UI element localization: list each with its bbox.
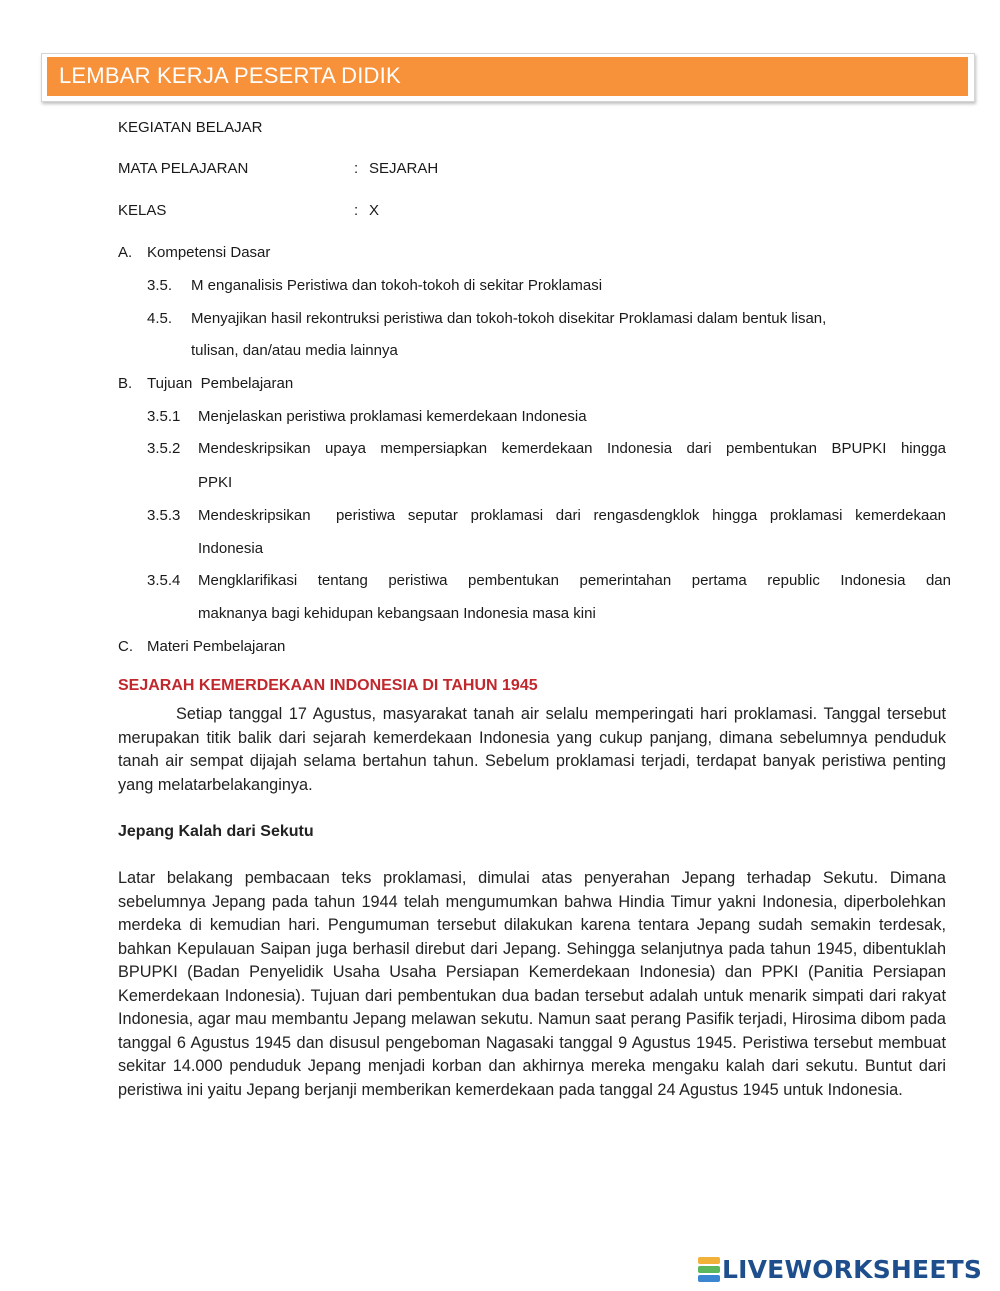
section-b-letter: B. [118,375,133,392]
tp-3-5-1-text: Menjelaskan peristiwa proklamasi kemerdekaan Indonesia [198,408,587,425]
section-c-letter: C. [118,638,133,655]
mapel-value: SEJARAH [369,160,439,177]
kelas-label: KELAS [118,202,167,219]
kegiatan-label: KEGIATAN BELAJAR [118,119,263,136]
tp-3-5-2-text-line2: PPKI [198,474,233,491]
kelas-value: X [369,202,380,219]
tp-3-5-4-text-line2: maknanya bagi kehidupan kebangsaan Indonesia masa kini [198,605,596,622]
tp-3-5-3-text-line1: Mendeskripsikan peristiwa seputar proklamasi dari rengasdengklok hingga proklamasi kemerdekaan [198,507,946,524]
section-a-letter: A. [118,244,133,261]
section-c-title: Materi Pembelajaran [147,638,286,655]
kd-3-5-number: 3.5. [147,277,173,294]
kd-4-5-number: 4.5. [147,310,173,327]
logo-text: LIVEWORKSHEETS [722,1255,983,1284]
kd-4-5-text-line2: tulisan, dan/atau media lainnya [191,342,398,359]
tp-3-5-2-text-line1: Mendeskripsikan upaya mempersiapkan kemerdekaan Indonesia dari pembentukan BPUPKI hingga [198,440,946,457]
section-a-title: Kompetensi Dasar [147,244,271,261]
kelas-colon: : [354,202,359,219]
header-banner-frame [41,53,975,102]
tp-3-5-4-number: 3.5.4 [147,572,181,589]
section-b-title: Tujuan Pembelajaran [147,375,294,392]
kd-3-5-text: M enganalisis Peristiwa dan tokoh-tokoh di sekitar Proklamasi [191,277,603,294]
liveworksheets-logo [698,1255,982,1285]
liveworksheets-logo-icon [698,1257,720,1283]
materi-intro-paragraph: Setiap tanggal 17 Agustus, masyarakat tanah air selalu memperingati hari proklamasi. Tanggal tersebut merupakan titik balik dari sejarah kemerdekaan Indonesia yang cukup panjang, dimana sebelumnya penduduk tanah air sempat dijajah selama bertahun tahun. Sebelum proklamasi terjadi, terdapat banyak peristiwa penting yang melatarbelakanginya. [118,705,946,794]
mapel-label: MATA PELAJARAN [118,160,249,177]
kd-4-5-text-line1: Menyajikan hasil rekontruksi peristiwa dan tokoh-tokoh disekitar Proklamasi dalam bentuk lisan, [191,310,827,327]
materi-heading: SEJARAH KEMERDEKAAN INDONESIA DI TAHUN 1945 [118,677,538,694]
tp-3-5-4-text-line1: Mengklarifikasi tentang peristiwa pembentukan pemerintahan pertama republic Indonesia dan [198,572,951,589]
kegiatan-row [118,118,263,138]
tp-3-5-1-number: 3.5.1 [147,408,181,425]
tp-3-5-3-text-line2: Indonesia [198,540,264,557]
tp-3-5-3-number: 3.5.3 [147,507,181,524]
mapel-colon: : [354,160,359,177]
tp-3-5-2-number: 3.5.2 [147,440,181,457]
mapel-row [118,159,518,179]
kelas-row [118,201,518,221]
page-title: LEMBAR KERJA PESERTA DIDIK [47,57,968,96]
materi-body-paragraph: Latar belakang pembacaan teks proklamasi, dimulai atas penyerahan Jepang terhadap Sekutu. Dimana sebelumnya Jepang pada tahun 1944 telah mengumumkan bahwa Hindia Timur yakni Indonesia, diperbolehkan merdeka di kemudian hari. Pengumuman tersebut dilakukan karena tentara Jepang sudah semakin terdesak, bahkan Kepulauan Saipan juga berhasil direbut dari Jepang. Sehingga selanjutnya pada tahun 1945, dibentuklah BPUPKI (Badan Penyelidik Usaha Usaha Persiapan Kemerdekaan Indonesia) dan PPKI (Panitia Persiapan Kemerdekaan Indonesia). Tujuan dari pembentukan dua badan tersebut adalah untuk menarik simpati dari rakyat Indonesia, agar mau membantu Jepang melawan sekutu. Namun saat perang Pasifik terjadi, Hirosima dibom pada tanggal 6 Agustus 1945 dan disusul pengeboman Nagasaki tanggal 9 Agustus 1945. Peristiwa tersebut membuat sekitar 14.000 penduduk Jepang menjadi korban dan akhirnya mereka mengaku kalah dari sekutu. Buntut dari peristiwa ini yaitu Jepang berjanji memberikan kemerdekaan pada tanggal 24 Agustus 1945 untuk Indonesia. [118,869,946,1099]
materi-subheading: Jepang Kalah dari Sekutu [118,823,314,840]
